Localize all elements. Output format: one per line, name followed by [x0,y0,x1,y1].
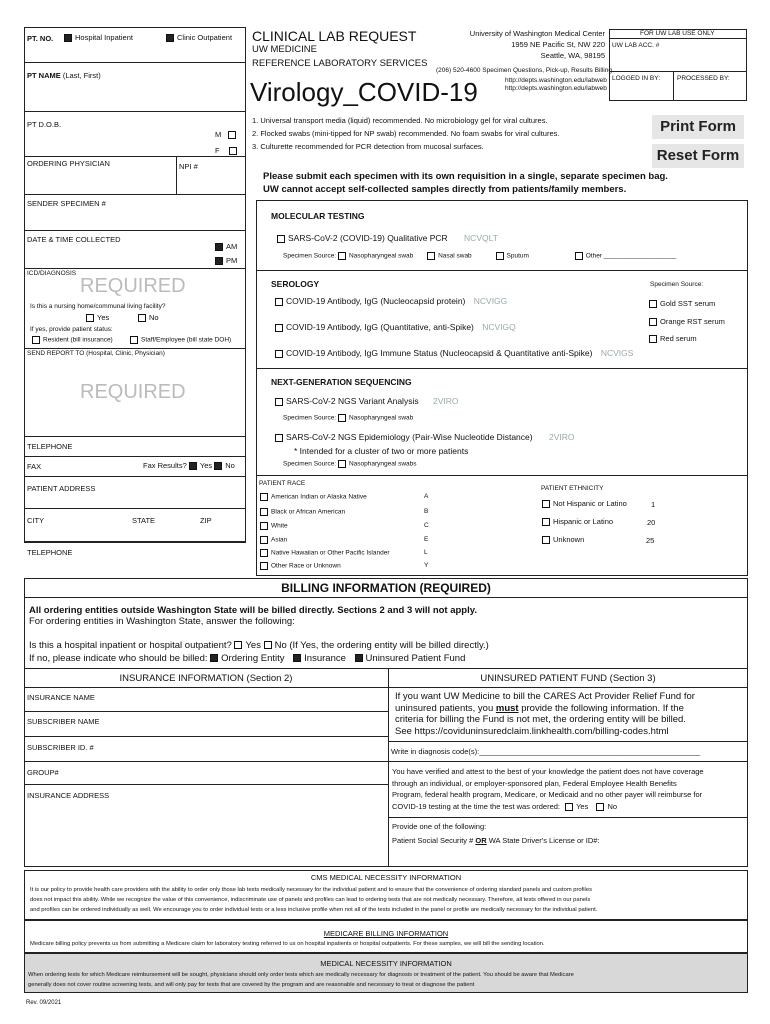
fax-results: Fax Results? Yes No [143,461,235,470]
date-time-label: DATE & TIME COLLECTED [27,235,121,244]
subscriber-name-label: SUBSCRIBER NAME [27,717,100,726]
checkbox[interactable] [275,324,283,332]
medical-necessity-title: MEDICAL NECESSITY INFORMATION [320,959,452,968]
checkbox[interactable] [64,34,72,42]
status-question: If yes, provide patient status: [30,326,113,333]
checkbox[interactable] [649,300,657,308]
medical-necessity-text: When ordering tests for which Medicare reimbursement will be sought, physicians should only order tests which are medically necessary for diagnosis or treatment of the patient. You should be aware that Medicare generally does not cover routine screening tests, and will only pay for tests that are covered by the program and are reasonable and necessary to treat or diagnose the patient [28,972,574,988]
state-label: STATE [132,516,156,525]
lab-url-2[interactable]: http://depts.washington.edu/labweb [505,85,607,92]
hospital-inpatient-option[interactable]: Hospital Inpatient [64,33,133,42]
checkbox[interactable] [275,298,283,306]
checkbox[interactable] [260,508,268,516]
org-name: UW MEDICINE [252,44,317,55]
checkbox[interactable] [649,335,657,343]
checkbox[interactable] [260,536,268,544]
race-code: B [424,508,429,515]
race-code: Y [424,562,429,569]
lab-phone: (206) 520-4600 Specimen Questions, Pick-up, Results Billing [436,67,612,74]
ethnicity-option[interactable]: Unknown [542,535,584,544]
race-option[interactable]: White [260,522,288,530]
cms-text: It is our policy to provide health care providers with the ability to order only those lab tests medically necessary for the individual patient and to ensure that the convenience of ordering standard panels and custom profiles does not impact this ability. While we recognize the value of this convenience, indiscriminate use of panels and profiles can lead to ordering tests that are not medically necessary. Therefore, all tests offered in our panels and profiles can be ordered individually as well. We encourage you to order individual tests or a less inclusive profile when not all of the tests included in the panel or profile are medically necessary for the individual patient. [30,887,598,913]
checkbox[interactable] [427,252,435,260]
ordering-physician-label: ORDERING PHYSICIAN [27,159,110,168]
bill-ordering-entity-checkbox[interactable] [210,654,218,662]
sender-specimen-label: SENDER SPECIMEN # [27,199,106,208]
red-serum-option[interactable]: Red serum [649,334,697,343]
npi-label: NPI # [179,162,198,171]
checkbox[interactable] [277,235,285,243]
race-option[interactable]: Black or African American [260,508,345,516]
checkbox[interactable] [542,518,550,526]
billing-q1: Is this a hospital inpatient or hospital outpatient? Yes No (If Yes, the ordering entity will be billed directly.) [29,640,489,651]
provide-label: Provide one of the following: [392,822,487,831]
checkbox[interactable] [215,257,223,265]
page-title: Virology_COVID-19 [250,77,478,107]
test-ngs-epi[interactable]: SARS-CoV-2 NGS Epidemiology (Pair-Wise Nucleotide Distance) 2VIRO [275,432,574,442]
checkbox[interactable] [215,243,223,251]
nursing-yes-option[interactable]: Yes [86,313,109,322]
subscriber-id-label: SUBSCRIBER ID. # [27,743,94,752]
checkbox[interactable] [260,562,268,570]
ethnicity-code: 20 [647,518,656,527]
collection-notes: 1. Universal transport media (liquid) recommended. No microbiology gel for viral cultures. 2. Flocked swabs (mini-tipped for NP swab) recommended. No foam swabs for viral cultures. 3. Culturette recommended for PCR detection from mucosal surfaces. [252,116,560,151]
diagnosis-code-field[interactable]: Write in diagnosis code(s):_____________________________________________________ [391,747,701,756]
clinic-outpatient-option[interactable]: Clinic Outpatient [166,33,232,42]
ngs-note: * Intended for a cluster of two or more patients [294,446,469,456]
race-code: A [424,493,429,500]
reset-form-button[interactable]: Reset Form [652,144,744,168]
checkbox[interactable] [130,336,138,344]
zip-label: ZIP [200,516,212,525]
ssn-or-id-label: Patient Social Security # OR WA State Driver's License or ID#: [392,836,600,845]
print-form-button[interactable]: Print Form [652,115,744,139]
lab-address: University of Washington Medical Center 1959 NE Pacific St, NW 220 Seattle, WA, 98195 [469,29,605,60]
checkbox[interactable] [649,318,657,326]
insurance-address-label: INSURANCE ADDRESS [27,791,110,800]
ethnicity-option[interactable]: Not Hispanic or Latino [542,499,627,508]
test-ncvigs[interactable]: COVID-19 Antibody, IgG Immune Status (Nucleocapsid & Quantitative anti-Spike) NCVIGS [275,348,633,358]
inpatient-no-checkbox[interactable] [264,641,272,649]
checkbox[interactable] [86,314,94,322]
checkbox[interactable] [275,350,283,358]
checkbox[interactable] [32,336,40,344]
checkbox[interactable] [338,414,346,422]
test-ngs-variant[interactable]: SARS-CoV-2 NGS Variant Analysis 2VIRO [275,396,458,406]
uw-lab-use-box [609,29,747,101]
billing-line-1: All ordering entities outside Washington State will be billed directly. Sections 2 and 3 will not apply. [29,605,477,616]
nursing-no-option[interactable]: No [138,313,159,322]
race-code: C [424,522,429,529]
lab-url-1[interactable]: http://depts.washington.edu/labweb [505,77,607,84]
uninsured-section-title: UNINSURED PATIENT FUND (Section 3) [480,673,656,684]
ngs-source-2: Specimen Source: Nasopharyngeal swabs [283,460,417,468]
city-label: CITY [27,516,45,525]
inpatient-yes-checkbox[interactable] [234,641,242,649]
serology-title: SEROLOGY [271,279,320,289]
logged-in-label: LOGGED IN BY: [612,75,661,82]
test-ncvigq[interactable]: COVID-19 Antibody, IgG (Quantitative, anti-Spike) NCVIGQ [275,322,516,332]
fax-label: FAX [27,462,42,471]
bill-uninsured-checkbox[interactable] [355,654,363,662]
attestation-text: You have verified and attest to the best of your knowledge the patient does not have coverage through an individual, or employer-sponsored plan, Federal Employee Health Benefits Program, federal health program, Medicare, or Medicaid and no other payer will reimburse for COVID-19 testing at the time the test was ordered: Yes No [392,767,704,811]
uninsured-instructions: If you want UW Medicine to bill the CARES Act Provider Relief Fund for uninsured patients, you must provide the following information. If the criteria for billing the Fund is not met, the ordering entity will be billed. See https://coviduninsuredclaim.linkhealth.com/billing-codes.html [395,691,695,737]
gold-sst-option[interactable]: Gold SST serum [649,299,715,308]
checkbox[interactable] [260,522,268,530]
checkbox[interactable] [166,34,174,42]
orange-rst-option[interactable]: Orange RST serum [649,317,725,326]
attest-yes-checkbox[interactable] [565,803,573,811]
ethnicity-code: 25 [646,536,655,545]
for-uw-label: FOR UW LAB USE ONLY [640,30,715,37]
checkbox[interactable] [338,460,346,468]
race-option[interactable]: American Indian or Alaska Native [260,493,367,501]
attest-no-checkbox[interactable] [596,803,604,811]
checkbox[interactable] [275,398,283,406]
staff-option[interactable]: Staff/Employee (bill state DOH) [130,336,231,344]
nursing-question: Is this a nursing home/communal living facility? [30,303,166,310]
checkbox[interactable] [229,147,237,155]
send-report-label: SEND REPORT TO (Hospital, Clinic, Physician) [27,350,165,357]
ethnicity-code: 1 [651,500,656,509]
ethnicity-title: PATIENT ETHNICITY [541,485,604,492]
billing-line-2: For ordering entities in Washington State, answer the following: [29,616,295,627]
uw-acc-label: UW LAB ACC. # [612,42,660,49]
icd-label: ICD/DIAGNOSIS [27,270,77,277]
telephone-label: TELEPHONE [27,442,73,451]
checkbox[interactable] [542,536,550,544]
insurance-name-label: INSURANCE NAME [27,693,95,702]
test-ncvigg[interactable]: COVID-19 Antibody, IgG (Nucleocapsid protein) NCVIGG [275,296,507,306]
patient-address-label: PATIENT ADDRESS [27,484,96,493]
pm-option[interactable]: PM [215,256,237,265]
checkbox[interactable] [338,252,346,260]
resident-option[interactable]: Resident (bill insurance) [32,336,113,344]
checkbox[interactable] [542,500,550,508]
molecular-title: MOLECULAR TESTING [271,211,365,221]
telephone-2-label: TELEPHONE [27,548,73,557]
medicare-text: Medicare billing policy prevents us from submitting a Medicare claim for laboratory testing referred to us on hospital inpatients or hospital outpatients. For these samples, we will bill the sending location. [30,941,545,947]
pt-no-label: PT. NO. [27,34,54,43]
race-option[interactable]: Asian [260,536,287,544]
sex-m-option[interactable]: M [215,130,239,139]
checkbox[interactable] [260,493,268,501]
revision-date: Rev. 09/2021 [26,1000,62,1006]
medicare-title: MEDICARE BILLING INFORMATION [323,929,449,938]
checkbox[interactable] [496,252,504,260]
checkbox[interactable] [575,252,583,260]
ngs-title: NEXT-GENERATION SEQUENCING [271,377,412,387]
checkbox[interactable] [275,434,283,442]
race-code: E [424,536,429,543]
race-code: L [424,549,428,556]
checkbox[interactable] [260,549,268,557]
billing-q2: If no, please indicate who should be billed: Ordering Entity Insurance Uninsured Patient Fund [29,653,466,664]
race-option[interactable]: Native Hawaiian or Other Pacific Islander [260,549,390,557]
ethnicity-option[interactable]: Hispanic or Latino [542,517,613,526]
required-watermark: REQUIRED [80,275,186,297]
cms-title: CMS MEDICAL NECESSITY INFORMATION [310,873,462,882]
bill-insurance-checkbox[interactable] [293,654,301,662]
ngs-source-1: Specimen Source: Nasopharyngeal swab [283,414,414,422]
am-option[interactable]: AM [215,242,237,251]
fax-yes-checkbox[interactable] [189,462,197,470]
checkbox[interactable] [138,314,146,322]
pt-dob-label: PT D.O.B. [27,120,62,129]
lab-name: REFERENCE LABORATORY SERVICES [252,58,428,69]
pt-name-label: PT NAME (Last, First) [27,71,101,80]
insurance-section-title: INSURANCE INFORMATION (Section 2) [119,673,293,684]
billing-title: BILLING INFORMATION (REQUIRED) [281,581,491,595]
sex-f-option[interactable]: F [215,146,240,155]
form-title: CLINICAL LAB REQUEST [252,28,417,44]
processed-label: PROCESSED BY: [677,75,730,82]
group-label: GROUP# [27,768,59,777]
required-watermark-2: REQUIRED [80,381,186,403]
race-title: PATIENT RACE [259,480,306,487]
race-option[interactable]: Other Race or Unknown [260,562,341,570]
fax-no-checkbox[interactable] [214,462,222,470]
test-ncvqlt[interactable]: SARS-CoV-2 (COVID-19) Qualitative PCR NCVQLT [277,233,498,243]
submission-instructions: Please submit each specimen with its own requisition in a single, separate specimen bag. UW cannot accept self-collected samples directly from patients/family members. [263,171,668,195]
checkbox[interactable] [228,131,236,139]
molecular-specimen-source: Specimen Source: Nasopharyngeal swab Nasal swab Sputum Other ____________________ [283,252,677,260]
serology-source-label: Specimen Source: [650,281,704,288]
